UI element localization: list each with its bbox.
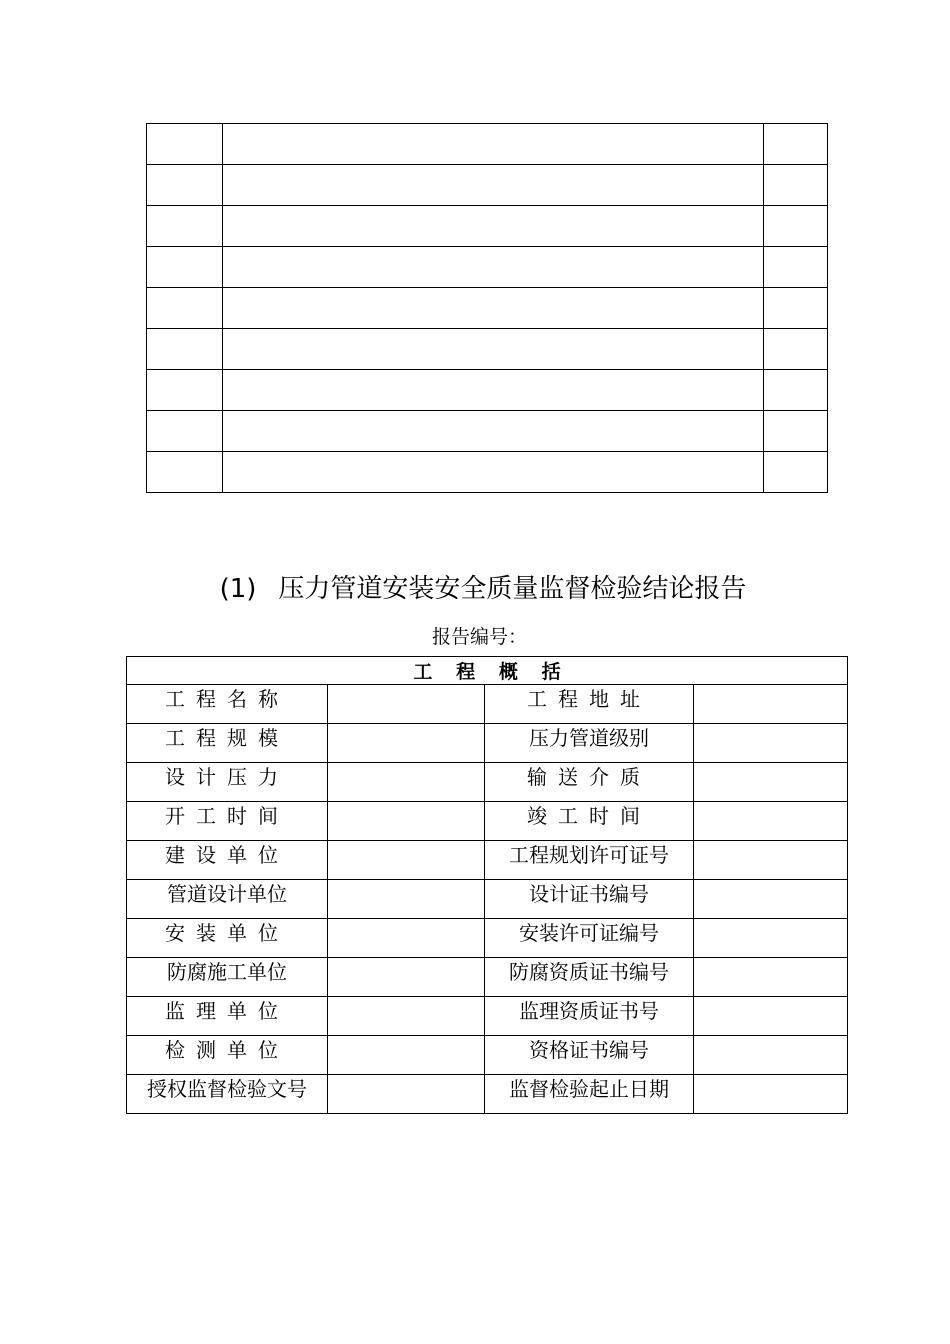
table-row <box>147 124 828 165</box>
field-label <box>485 724 694 763</box>
field-label-text: 压力管道级别 <box>529 726 649 750</box>
report-title-text: 压力管道安装安全质量监督检验结论报告 <box>278 574 747 604</box>
table-cell <box>764 288 828 329</box>
field-value[interactable] <box>694 841 848 880</box>
overview-row <box>127 958 848 997</box>
field-label-text: 监督检验起止日期 <box>509 1077 669 1101</box>
field-label-text: 开工时间 <box>165 804 289 828</box>
field-label <box>127 763 328 802</box>
overview-row <box>127 763 848 802</box>
field-label <box>485 841 694 880</box>
field-value[interactable] <box>694 1036 848 1075</box>
field-label <box>485 685 694 724</box>
field-value[interactable] <box>694 880 848 919</box>
overview-header-row <box>127 657 848 685</box>
field-label <box>485 763 694 802</box>
table-row <box>147 452 828 493</box>
table-cell <box>147 452 223 493</box>
field-value[interactable] <box>328 1036 485 1075</box>
table-row <box>147 288 828 329</box>
field-label <box>127 997 328 1036</box>
table-row <box>147 329 828 370</box>
table-cell <box>764 370 828 411</box>
table-row <box>147 370 828 411</box>
field-value[interactable] <box>694 763 848 802</box>
table-cell <box>223 124 764 165</box>
field-label-text: 设计压力 <box>165 765 289 789</box>
table-cell <box>147 247 223 288</box>
field-label-text: 监理单位 <box>165 999 289 1023</box>
field-label <box>127 685 328 724</box>
overview-row <box>127 685 848 724</box>
table-cell <box>223 247 764 288</box>
table-row <box>147 247 828 288</box>
field-value[interactable] <box>694 1075 848 1114</box>
table-row <box>147 206 828 247</box>
table-cell <box>147 411 223 452</box>
overview-row <box>127 1075 848 1114</box>
table-cell <box>764 452 828 493</box>
overview-row <box>127 802 848 841</box>
field-label <box>485 1036 694 1075</box>
field-label-text: 管道设计单位 <box>167 882 287 906</box>
table-cell <box>223 288 764 329</box>
table-cell <box>147 370 223 411</box>
field-value[interactable] <box>694 997 848 1036</box>
table-cell <box>764 206 828 247</box>
table-cell <box>223 206 764 247</box>
field-value[interactable] <box>328 724 485 763</box>
field-value[interactable] <box>694 802 848 841</box>
overview-row <box>127 880 848 919</box>
field-label-text: 工程规划许可证号 <box>509 843 669 867</box>
field-label-text: 资格证书编号 <box>529 1038 649 1062</box>
field-label <box>127 919 328 958</box>
table-cell <box>764 329 828 370</box>
field-value[interactable] <box>694 919 848 958</box>
field-value[interactable] <box>328 841 485 880</box>
overview-row <box>127 1036 848 1075</box>
table-cell <box>147 124 223 165</box>
field-label-text: 工程规模 <box>165 726 289 750</box>
field-label <box>127 958 328 997</box>
table-cell <box>147 165 223 206</box>
field-value[interactable] <box>328 958 485 997</box>
field-label-text: 防腐资质证书编号 <box>509 960 669 984</box>
field-label-text: 检测单位 <box>165 1038 289 1062</box>
field-label <box>127 880 328 919</box>
field-label-text: 安装许可证编号 <box>519 921 659 945</box>
table-cell <box>223 411 764 452</box>
field-label-text: 安装单位 <box>165 921 289 945</box>
field-value[interactable] <box>328 685 485 724</box>
table-cell <box>223 329 764 370</box>
field-label-text: 工程名称 <box>165 687 289 711</box>
field-label <box>127 1036 328 1075</box>
field-label <box>485 958 694 997</box>
field-label <box>485 880 694 919</box>
overview-row <box>127 919 848 958</box>
field-value[interactable] <box>328 763 485 802</box>
field-value[interactable] <box>328 997 485 1036</box>
field-value[interactable] <box>328 880 485 919</box>
report-number-label: 报告编号： <box>432 626 528 648</box>
table-cell <box>764 124 828 165</box>
table-cell <box>764 247 828 288</box>
field-label-text: 工程地址 <box>527 687 651 711</box>
field-label-text: 输送介质 <box>527 765 651 789</box>
field-label-text: 设计证书编号 <box>529 882 649 906</box>
table-cell <box>147 206 223 247</box>
field-value[interactable] <box>328 1075 485 1114</box>
table-cell <box>223 452 764 493</box>
field-value[interactable] <box>328 802 485 841</box>
field-label <box>127 802 328 841</box>
overview-row <box>127 724 848 763</box>
field-label <box>127 1075 328 1114</box>
field-label <box>485 997 694 1036</box>
report-title <box>0 568 950 605</box>
table-cell <box>147 329 223 370</box>
field-label-text: 建设单位 <box>165 843 289 867</box>
table-cell <box>764 411 828 452</box>
field-label <box>485 919 694 958</box>
field-label <box>485 1075 694 1114</box>
table-cell <box>147 288 223 329</box>
field-value[interactable] <box>694 724 848 763</box>
table-cell <box>223 370 764 411</box>
field-label-text: 授权监督检验文号 <box>147 1077 307 1101</box>
project-overview-table <box>126 656 848 1114</box>
report-title-number: (1) <box>219 574 257 604</box>
table-cell <box>764 165 828 206</box>
field-label <box>127 841 328 880</box>
overview-row <box>127 841 848 880</box>
overview-header-text: 工程概括 <box>413 661 585 683</box>
table-row <box>147 411 828 452</box>
field-value[interactable] <box>694 685 848 724</box>
field-value[interactable] <box>694 958 848 997</box>
field-label <box>127 724 328 763</box>
table-cell <box>223 165 764 206</box>
blank-record-table <box>146 123 828 493</box>
overview-row <box>127 997 848 1036</box>
table-row <box>147 165 828 206</box>
field-value[interactable] <box>328 919 485 958</box>
field-label-text: 竣工时间 <box>527 804 651 828</box>
field-label-text: 监理资质证书号 <box>519 999 659 1023</box>
overview-header <box>127 657 848 685</box>
field-label <box>485 802 694 841</box>
field-label-text: 防腐施工单位 <box>167 960 287 984</box>
